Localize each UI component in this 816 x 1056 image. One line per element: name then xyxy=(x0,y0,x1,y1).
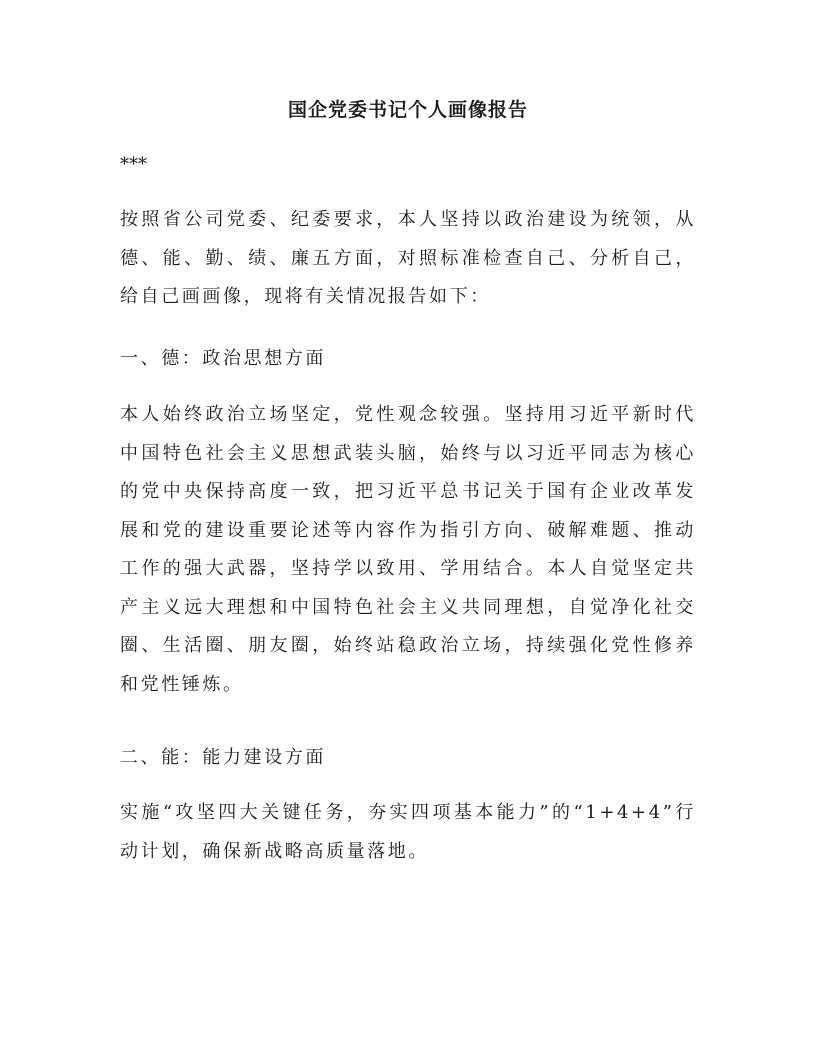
section-heading-de: 一、德：政治思想方面 xyxy=(120,348,326,369)
section-body-neng: 实施“攻坚四大关键任务，夯实四项基本能力”的“1+4+4”行动计划，确保新战略高质量落地。 xyxy=(120,802,696,862)
intro-paragraph: 按照省公司党委、纪委要求，本人坚持以政治建设为统领，从德、能、勤、绩、廉五方面，对照标准检查自己、分析自己，给自己画画像，现将有关情况报告如下： xyxy=(120,209,696,307)
document-title: 国企党委书记个人画像报告 xyxy=(287,99,528,121)
section-body-de: 本人始终政治立场坚定，党性观念较强。坚持用习近平新时代中国特色社会主义思想武装头脑，始终与以习近平同志为核心的党中央保持高度一致，把习近平总书记关于国有企业改革发展和党的建设重要论述等内容作为指引方向、破解难题、推动工作的强大武器，坚持学以致用、学用结合。本人自觉坚定共产主义远大理想和中国特色社会主义共同理想，自觉净化社交圈、生活圈、朋友圈，始终站稳政治立场，持续强化党性修养和党性锤炼。 xyxy=(120,404,696,695)
author-line: *** xyxy=(120,154,147,175)
section-heading-neng: 二、能：能力建设方面 xyxy=(120,747,326,768)
